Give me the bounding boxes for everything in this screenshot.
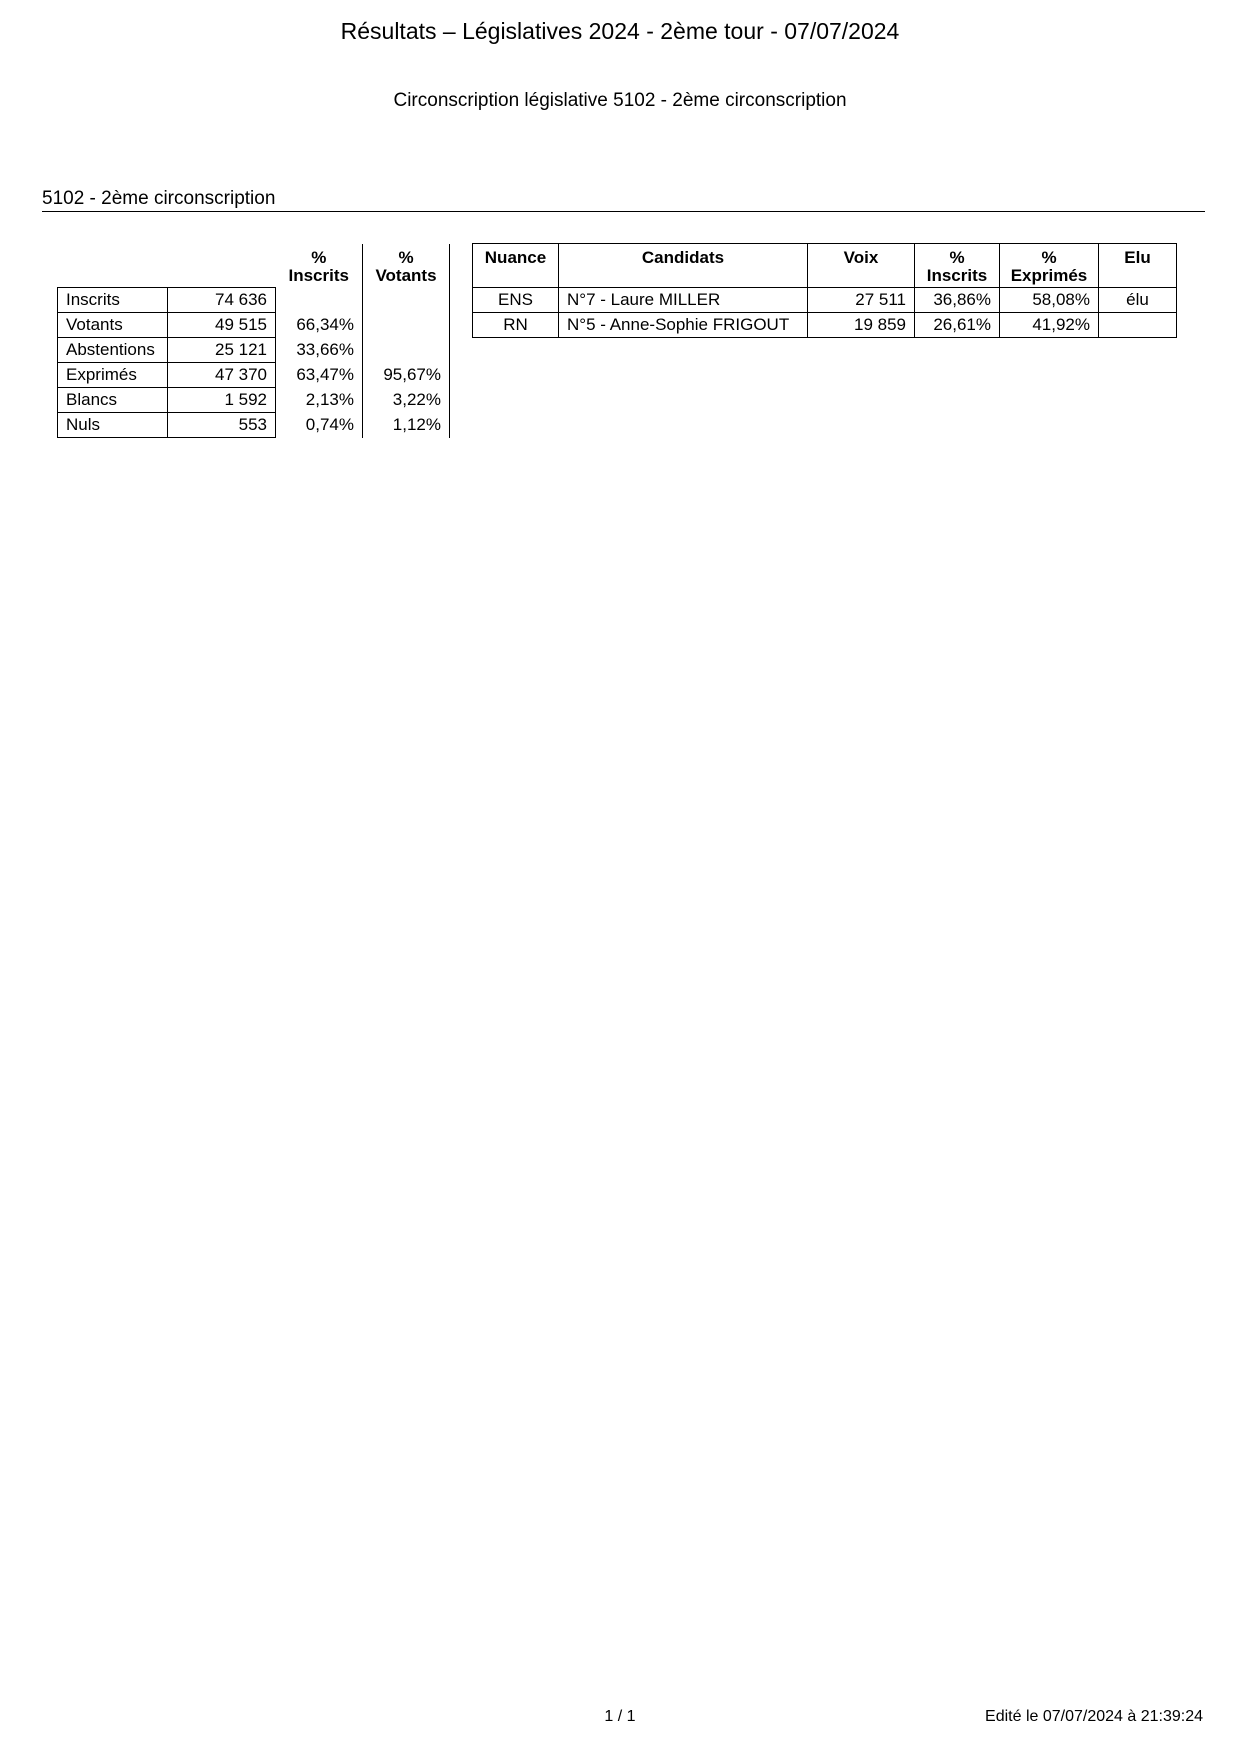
stats-pct-inscrits [276, 288, 363, 313]
document-subtitle: Circonscription législative 5102 - 2ème circonscription [393, 90, 847, 111]
stats-header-pct-inscrits: % Inscrits [276, 244, 363, 288]
stats-row [58, 363, 450, 388]
candidates-header-row [473, 244, 1177, 288]
stats-pct-votants [363, 338, 450, 363]
candidate-name: N°7 - Laure MILLER [559, 288, 808, 313]
candidate-elu [1099, 313, 1177, 338]
stats-label: Votants [58, 313, 168, 338]
stats-value: 47 370 [168, 363, 276, 388]
stats-pct-votants [363, 313, 450, 338]
candidate-name: N°5 - Anne-Sophie FRIGOUT [559, 313, 808, 338]
turnout-stats-table [57, 244, 450, 438]
stats-value: 25 121 [168, 338, 276, 363]
stats-row [58, 288, 450, 313]
stats-label: Abstentions [58, 338, 168, 363]
candidate-row [473, 288, 1177, 313]
candidate-nuance: ENS [473, 288, 559, 313]
stats-pct-inscrits: 2,13% [276, 388, 363, 413]
candidates-table [472, 243, 1177, 338]
header-elu: Elu [1099, 244, 1177, 288]
stats-pct-votants [363, 288, 450, 313]
candidate-voix: 19 859 [808, 313, 915, 338]
stats-header-pct-votants: % Votants [363, 244, 450, 288]
page-number: 1 / 1 [604, 1708, 636, 1725]
stats-header-row [58, 244, 450, 288]
stats-header-empty-label [58, 244, 168, 288]
stats-value: 553 [168, 413, 276, 438]
candidate-row [473, 313, 1177, 338]
stats-value: 74 636 [168, 288, 276, 313]
header-pct-inscrits: % Inscrits [915, 244, 1000, 288]
header-nuance: Nuance [473, 244, 559, 288]
stats-value: 1 592 [168, 388, 276, 413]
stats-value: 49 515 [168, 313, 276, 338]
stats-label: Inscrits [58, 288, 168, 313]
stats-header-empty-value [168, 244, 276, 288]
stats-label: Exprimés [58, 363, 168, 388]
candidate-elu: élu [1099, 288, 1177, 313]
candidate-pct-inscrits: 26,61% [915, 313, 1000, 338]
stats-label: Blancs [58, 388, 168, 413]
stats-pct-inscrits: 33,66% [276, 338, 363, 363]
candidate-pct-exprimes: 58,08% [1000, 288, 1099, 313]
candidate-pct-exprimes: 41,92% [1000, 313, 1099, 338]
candidate-voix: 27 511 [808, 288, 915, 313]
stats-pct-votants: 1,12% [363, 413, 450, 438]
stats-label: Nuls [58, 413, 168, 438]
header-candidats: Candidats [559, 244, 808, 288]
stats-pct-inscrits: 66,34% [276, 313, 363, 338]
section-title: 5102 - 2ème circonscription [42, 188, 1205, 212]
document-title: Résultats – Législatives 2024 - 2ème tour - 07/07/2024 [340, 18, 900, 44]
stats-pct-inscrits: 0,74% [276, 413, 363, 438]
stats-row [58, 313, 450, 338]
stats-pct-votants: 95,67% [363, 363, 450, 388]
stats-row [58, 413, 450, 438]
stats-pct-votants: 3,22% [363, 388, 450, 413]
header-pct-exprimes: % Exprimés [1000, 244, 1099, 288]
header-voix: Voix [808, 244, 915, 288]
stats-pct-inscrits: 63,47% [276, 363, 363, 388]
candidate-pct-inscrits: 36,86% [915, 288, 1000, 313]
edited-timestamp: Edité le 07/07/2024 à 21:39:24 [985, 1708, 1203, 1725]
candidate-nuance: RN [473, 313, 559, 338]
stats-row [58, 388, 450, 413]
stats-row [58, 338, 450, 363]
